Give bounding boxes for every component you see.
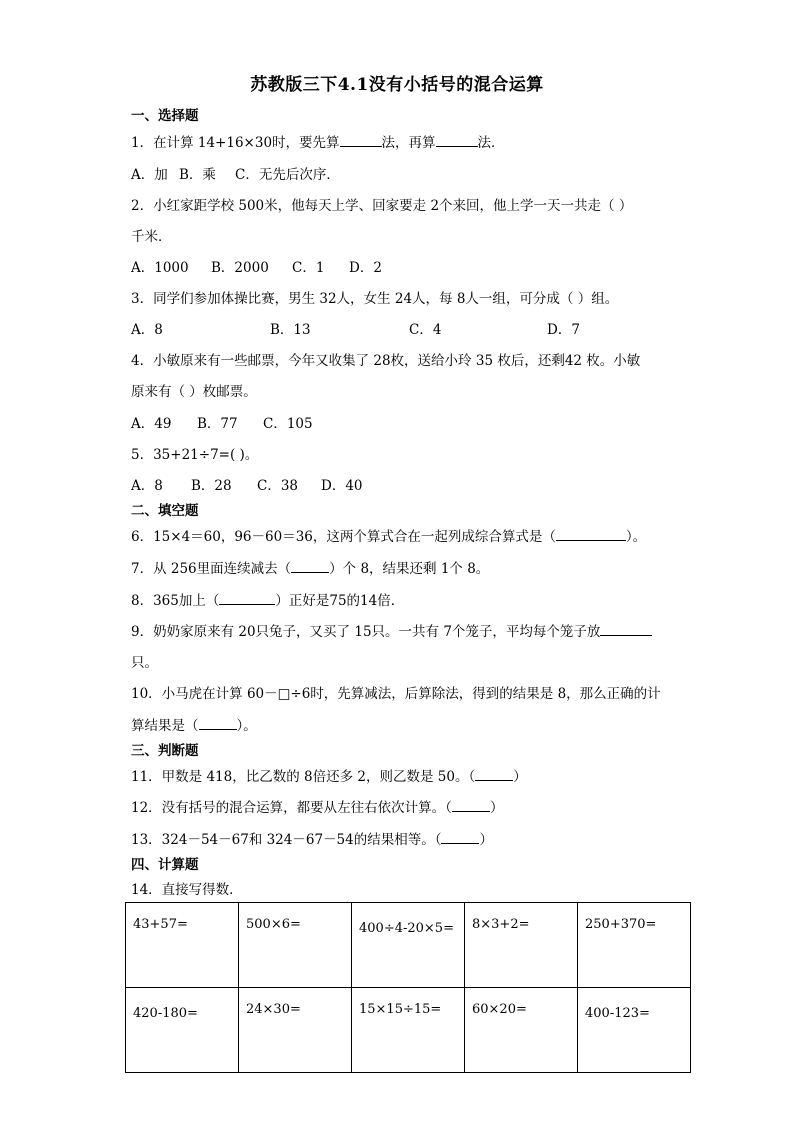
- question-14: 14．直接写得数．: [131, 882, 243, 898]
- question-7-text-end: ）个 8，结果还剩 1个 8。: [329, 561, 490, 577]
- option-a[interactable]: A．1000: [131, 260, 189, 276]
- answer-blank[interactable]: [600, 622, 652, 636]
- table-cell[interactable]: 420-180=: [126, 988, 239, 1073]
- answer-blank[interactable]: [199, 716, 237, 730]
- option-a[interactable]: A．8: [131, 478, 163, 494]
- question-12: [131, 796, 503, 816]
- question-8-text-end: ）正好是75的14倍．: [275, 593, 405, 609]
- table-cell[interactable]: 400-123=: [578, 988, 691, 1073]
- option-c[interactable]: C．4: [409, 322, 442, 338]
- option-b[interactable]: B．28: [191, 478, 232, 494]
- question-5: 5．35+21÷7=( )。: [131, 447, 259, 463]
- option-a[interactable]: A．49: [131, 416, 172, 432]
- question-3-options: [131, 318, 580, 338]
- question-1-text-end: 法．: [477, 135, 505, 151]
- option-d[interactable]: D．40: [321, 478, 363, 494]
- question-1-options: [131, 163, 340, 183]
- table-cell[interactable]: 500×6=: [239, 903, 352, 988]
- answer-blank[interactable]: [452, 798, 490, 812]
- answer-blank[interactable]: [219, 591, 275, 605]
- option-c[interactable]: C．38: [257, 478, 299, 494]
- answer-blank[interactable]: [436, 133, 478, 147]
- question-6: [131, 525, 646, 545]
- question-3: 3．同学们参加体操比赛，男生 32人，女生 24人，每 8人一组，可分成（ ）组。: [131, 291, 619, 307]
- question-6-text: 6．15×4＝60，96－60＝36，这两个算式合在一起列成综合算式是（: [131, 529, 556, 545]
- question-7: [131, 557, 489, 577]
- question-12-text-end: ）: [489, 800, 504, 816]
- question-10-continued: [131, 714, 257, 734]
- answer-blank[interactable]: [291, 559, 329, 573]
- question-4-options: [131, 412, 313, 432]
- question-4-continued: 原来有（ ）枚邮票。: [131, 384, 257, 400]
- question-10-text: 算结果是（: [131, 718, 199, 734]
- question-13-text: 13．324－54－67和 324－67－54的结果相等。（: [131, 832, 442, 848]
- question-1-text: 1．在计算 14+16×30时，要先算: [131, 135, 340, 151]
- question-13-text-end: ）: [479, 832, 493, 848]
- table-row: [126, 903, 691, 988]
- question-8-text: 8．365加上（: [131, 593, 220, 609]
- section-heading-true-false: 三、判断题: [131, 743, 199, 759]
- question-5-options: [131, 474, 363, 494]
- question-9-text: 9．奶奶家原来有 20只兔子，又买了 15只。一共有 7个笼子，平均每个笼子放: [131, 624, 601, 640]
- answer-blank[interactable]: [475, 767, 513, 781]
- option-c[interactable]: C．1: [292, 260, 325, 276]
- answer-blank[interactable]: [556, 527, 626, 541]
- question-1-text-mid: 法，再算: [381, 135, 436, 151]
- question-11-text-end: ）: [513, 769, 527, 785]
- table-cell[interactable]: 24×30=: [239, 988, 352, 1073]
- worksheet-title: 苏教版三下4.1没有小括号的混合运算: [250, 75, 544, 95]
- option-b[interactable]: B．77: [197, 416, 238, 432]
- option-b[interactable]: B．13: [270, 322, 311, 338]
- option-b[interactable]: B．2000: [211, 260, 269, 276]
- question-10-text-end: ）。: [236, 718, 257, 734]
- question-11: [131, 765, 527, 785]
- question-10: 10．小马虎在计算 60－□÷6时，先算减法，后算除法，得到的结果是 8，那么正确的计: [131, 686, 661, 702]
- option-a[interactable]: A．加: [131, 167, 168, 183]
- option-c[interactable]: C．105: [263, 416, 313, 432]
- answer-blank[interactable]: [340, 133, 382, 147]
- table-cell[interactable]: 8×3+2=: [465, 903, 578, 988]
- table-cell[interactable]: 60×20=: [465, 988, 578, 1073]
- table-cell[interactable]: 400÷4-20×5=: [352, 903, 465, 988]
- question-1: [131, 131, 505, 151]
- table-cell[interactable]: 250+370=: [578, 903, 691, 988]
- question-2-continued: 千米．: [131, 229, 172, 245]
- answer-blank[interactable]: [441, 830, 479, 844]
- question-12-text: 12．没有括号的混合运算，都要从左往右依次计算。（: [131, 800, 452, 816]
- question-2: 2．小红家距学校 500米，他每天上学、回家要走 2个来回，他上学一天一共走（ ）: [131, 198, 633, 214]
- question-9: [131, 620, 652, 640]
- option-c[interactable]: C．无先后次序．: [235, 167, 340, 183]
- section-heading-fill-blank: 二、填空题: [131, 503, 199, 519]
- table-row: [126, 988, 691, 1073]
- table-cell[interactable]: 15×15÷15=: [352, 988, 465, 1073]
- question-8: [131, 589, 404, 609]
- question-7-text: 7．从 256里面连续减去（: [131, 561, 292, 577]
- option-d[interactable]: D．2: [349, 260, 382, 276]
- question-9-continued: 只。: [131, 655, 158, 671]
- question-2-options: [131, 256, 382, 276]
- question-13: [131, 828, 493, 848]
- calculation-table: [125, 902, 691, 1073]
- section-heading-choice: 一、选择题: [131, 108, 199, 124]
- question-4: 4．小敏原来有一些邮票，今年又收集了 28枚，送给小玲 35 枚后，还剩42 枚。小敏: [131, 353, 641, 369]
- question-6-text-end: ）。: [625, 529, 647, 545]
- option-d[interactable]: D．7: [547, 322, 580, 338]
- table-cell[interactable]: 43+57=: [126, 903, 239, 988]
- question-11-text: 11．甲数是 418，比乙数的 8倍还多 2，则乙数是 50。（: [131, 769, 476, 785]
- option-a[interactable]: A．8: [131, 322, 163, 338]
- option-b[interactable]: B．乘: [179, 167, 216, 183]
- section-heading-calculation: 四、计算题: [131, 857, 199, 873]
